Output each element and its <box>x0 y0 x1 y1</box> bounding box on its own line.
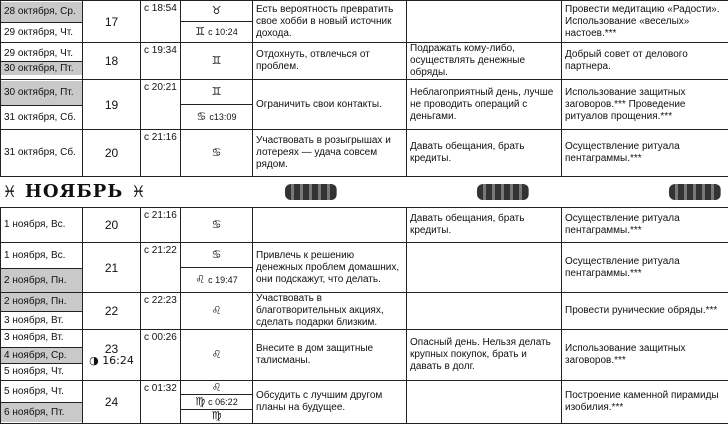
date-cell <box>1 1 83 43</box>
zodiac-sign-icon: ♋ <box>212 219 222 231</box>
ritual-cell: Осуществление ритуала пентаграммы.*** <box>562 208 728 243</box>
warning-cell: Неблагоприятный день, лучше не проводить операций с деньгами. <box>407 80 562 130</box>
zodiac-change-time: с 06:22 <box>208 396 238 408</box>
zodiac-sign-icon: ♋ <box>197 111 207 123</box>
lunar-day-number: 21 <box>86 262 137 274</box>
warning-cell: Подражать кому-либо, осуществлять денежные обряды. <box>407 43 562 80</box>
lunar-day-cell <box>83 43 141 80</box>
ritual-cell: Провести медитацию «Радости». Использование «веселых» настоев.*** <box>562 1 728 43</box>
date-label: 1 ноября, Вс. <box>1 208 82 242</box>
stone-ornament-icon <box>477 184 529 200</box>
zodiac-sign-icon: ♊ <box>212 86 222 98</box>
ritual-cell: Осуществление ритуала пентаграммы.*** <box>562 130 728 177</box>
moon-phase-icon: ◑ 16:24 <box>86 355 137 367</box>
date-label: 3 ноября, Вт. <box>1 330 82 347</box>
zodiac-sign-icon: ♍ <box>195 396 205 408</box>
moonrise-cell: с 19:34 <box>141 43 181 80</box>
stone-ornament-icon <box>285 184 337 200</box>
lunar-day-cell <box>83 381 141 424</box>
zodiac-cell <box>181 330 253 381</box>
date-cell <box>1 43 83 80</box>
month-header-row <box>1 177 728 208</box>
advice-cell: Участвовать в розыгрышах и лотереях — удача совсем рядом. <box>253 130 407 177</box>
zodiac-sign-icon: ♌ <box>212 305 222 317</box>
lunar-day-number: 23 <box>86 343 137 355</box>
advice-cell: Обсудить с лучшим другом планы на будущее. <box>253 381 407 424</box>
lunar-day-number: 22 <box>86 305 137 317</box>
date-label: 28 октября, Ср. <box>1 2 82 22</box>
zodiac-change-time: с13:09 <box>209 111 236 123</box>
moonrise-cell: с 21:16 <box>141 130 181 177</box>
date-cell <box>1 80 83 130</box>
zodiac-sign-icon: ♊ <box>212 55 222 67</box>
warning-cell: Опасный день. Нельзя делать крупных покупок, брать и давать в долг. <box>407 330 562 381</box>
zodiac-change-time: с 10:24 <box>208 26 238 38</box>
warning-cell <box>407 293 562 330</box>
date-label: 31 октября, Сб. <box>1 130 82 176</box>
zodiac-cell <box>181 208 253 243</box>
zodiac-sign-icon: ♊ <box>195 26 205 38</box>
moonrise-cell: с 22:23 <box>141 293 181 330</box>
calendar-row <box>1 43 728 80</box>
zodiac-sign-icon: ♍ <box>212 410 222 422</box>
zodiac-ornament-icon: ♓ <box>131 186 145 198</box>
warning-cell: Давать обещания, брать кредиты. <box>407 130 562 177</box>
zodiac-sign-icon: ♉ <box>212 5 222 17</box>
ritual-cell: Осуществление ритуала пентаграммы.*** <box>562 243 728 293</box>
advice-cell: Участвовать в благотворительных акциях, сделать подарки близким. <box>253 293 407 330</box>
moonrise-cell: с 00:26 <box>141 330 181 381</box>
moonrise-cell: с 21:22 <box>141 243 181 293</box>
zodiac-cell <box>181 1 253 43</box>
lunar-day-number: 17 <box>86 16 137 28</box>
date-label: 1 ноября, Вс. <box>1 244 82 268</box>
advice-cell: Внесите в дом защитные талисманы. <box>253 330 407 381</box>
warning-cell <box>407 1 562 43</box>
zodiac-sign-icon: ♌ <box>212 382 222 394</box>
lunar-day-cell <box>83 243 141 293</box>
zodiac-sign-icon: ♋ <box>212 147 222 159</box>
zodiac-cell <box>181 43 253 80</box>
calendar-row <box>1 243 728 293</box>
date-label: 6 ноября, Пт. <box>1 402 82 422</box>
calendar-row <box>1 330 728 381</box>
date-label: 30 октября, Пт. <box>1 61 82 75</box>
date-cell <box>1 208 83 243</box>
zodiac-sign-icon: ♌ <box>195 274 205 286</box>
lunar-day-cell <box>83 130 141 177</box>
date-label: 3 ноября, Вт. <box>1 311 82 329</box>
date-label: 29 октября, Чт. <box>1 22 82 42</box>
zodiac-cell <box>181 130 253 177</box>
calendar-row <box>1 80 728 130</box>
date-cell <box>1 330 83 381</box>
date-cell <box>1 243 83 293</box>
calendar-row <box>1 381 728 424</box>
warning-cell <box>407 381 562 424</box>
date-label: 4 ноября, Ср. <box>1 347 82 364</box>
advice-cell: Есть вероятность превратить свое хобби в новый источник дохода. <box>253 1 407 43</box>
date-cell <box>1 381 83 424</box>
calendar-row <box>1 130 728 177</box>
ritual-cell: Использование защитных заговоров.*** <box>562 330 728 381</box>
date-label: 30 октября, Пт. <box>1 81 82 105</box>
zodiac-cell <box>181 381 253 424</box>
lunar-day-cell <box>83 1 141 43</box>
warning-cell <box>407 243 562 293</box>
lunar-day-number: 20 <box>86 219 137 231</box>
calendar-row <box>1 208 728 243</box>
zodiac-sign-icon: ♋ <box>212 249 222 261</box>
advice-cell: Привлечь к решению денежных проблем домашних, они подскажут, что делать. <box>253 243 407 293</box>
lunar-day-cell <box>83 80 141 130</box>
lunar-day-number: 20 <box>86 147 137 159</box>
date-label: 29 октября, Чт. <box>1 47 82 61</box>
date-label: 31 октября, Сб. <box>1 105 82 129</box>
calendar-row <box>1 1 728 43</box>
zodiac-sign-icon: ♌ <box>212 349 222 361</box>
stone-ornament-icon <box>669 184 721 200</box>
moonrise-cell: с 21:16 <box>141 208 181 243</box>
lunar-day-number: 18 <box>86 55 137 67</box>
zodiac-cell <box>181 80 253 130</box>
calendar-row <box>1 293 728 330</box>
zodiac-cell <box>181 243 253 293</box>
zodiac-cell <box>181 293 253 330</box>
date-label: 5 ноября, Чт. <box>1 382 82 402</box>
advice-cell: Ограничить свои контакты. <box>253 80 407 130</box>
date-label: 2 ноября, Пн. <box>1 268 82 292</box>
date-label: 2 ноября, Пн. <box>1 293 82 311</box>
ritual-cell: Добрый совет от делового партнера. <box>562 43 728 80</box>
lunar-day-number: 19 <box>86 99 137 111</box>
zodiac-change-time: с 19:47 <box>208 274 238 286</box>
date-label: 5 ноября, Чт. <box>1 363 82 380</box>
moonrise-cell: с 01:32 <box>141 381 181 424</box>
date-cell <box>1 293 83 330</box>
month-title: НОЯБРЬ <box>25 186 123 198</box>
zodiac-ornament-icon: ♓ <box>3 186 17 198</box>
date-cell <box>1 130 83 177</box>
moonrise-cell: с 18:54 <box>141 1 181 43</box>
lunar-day-number: 24 <box>86 396 137 408</box>
lunar-day-cell <box>83 293 141 330</box>
moonrise-cell: с 20:21 <box>141 80 181 130</box>
ritual-cell: Построение каменной пирамиды изобилия.*** <box>562 381 728 424</box>
lunar-day-cell <box>83 208 141 243</box>
ritual-cell: Использование защитных заговоров.*** Проведение ритуалов прощения.*** <box>562 80 728 130</box>
warning-cell: Давать обещания, брать кредиты. <box>407 208 562 243</box>
ritual-cell: Провести рунические обряды.*** <box>562 293 728 330</box>
advice-cell <box>253 208 407 243</box>
advice-cell: Отдохнуть, отвлечься от проблем. <box>253 43 407 80</box>
lunar-day-cell <box>83 330 141 381</box>
